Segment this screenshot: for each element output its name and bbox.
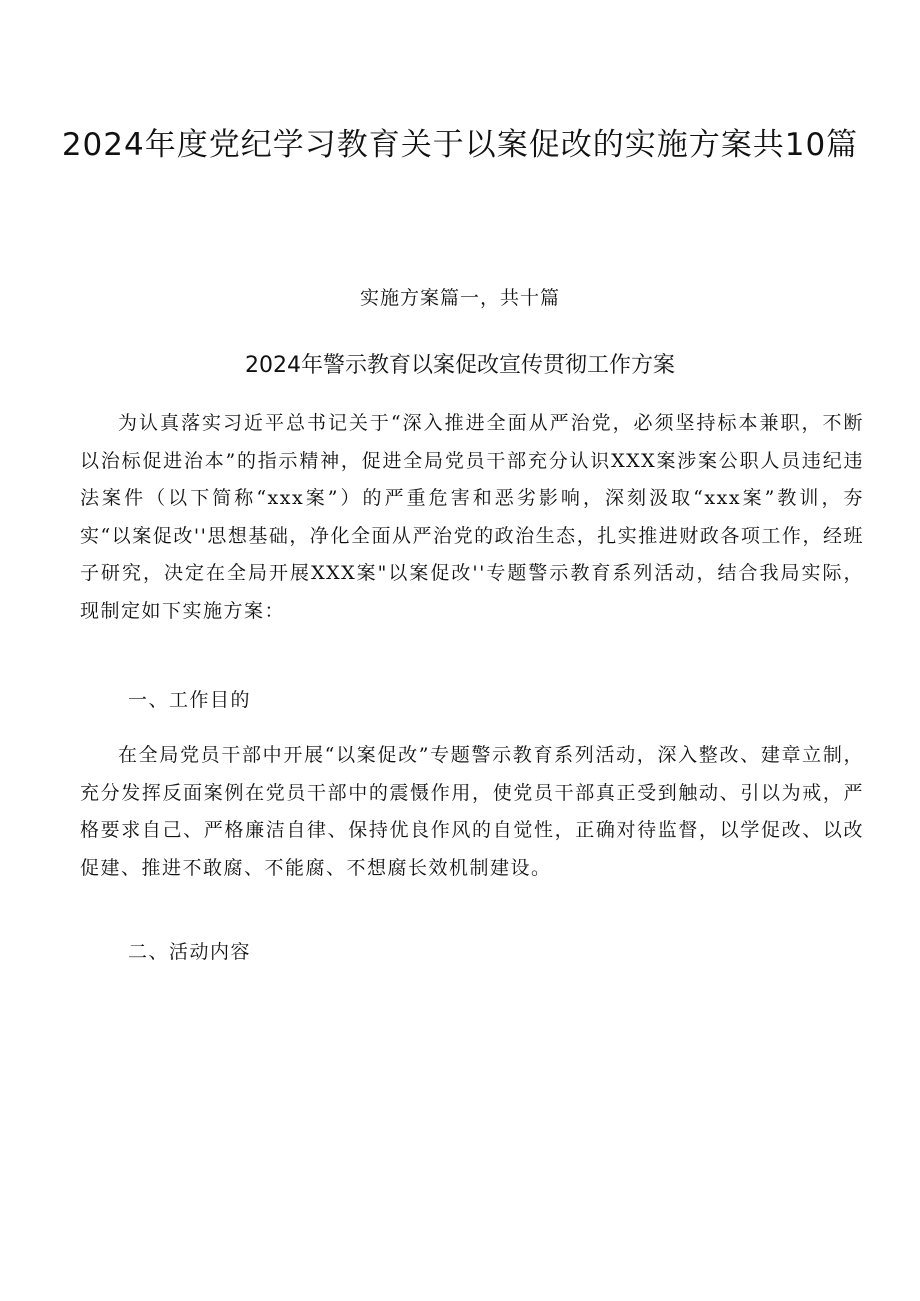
document-title: 2024年度党纪学习教育关于以案促改的实施方案共10篇 — [61, 127, 859, 163]
section-title: 2024年警示教育以案促改宣传贯彻工作方案 — [245, 353, 675, 378]
heading-work-purpose: 一、工作目的 — [128, 689, 252, 711]
intro-paragraph: 为认真落实习近平总书记关于“深入推进全面从严治党，必须坚持标本兼职，不断以治标促进治本”的指示精神，促进全局党员干部充分认识XXX案涉案公职人员违纪违法案件（以下简称“xxx案”）的严重危害和恶劣影响，深刻汲取“xxx案”教训，夯实“以案促改''思想基础，净化全面从严治党的政治生态，扎实推进财政各项工作，经班子研究，决定在全局开展XXX案"以案促改''专题警示教育系列活动，结合我局实际，现制定如下实施方案： — [80, 412, 864, 622]
goal-paragraph: 在全局党员干部中开展“以案促改”专题警示教育系列活动，深入整改、建章立制，充分发挥反面案例在党员干部中的震慑作用，使党员干部真正受到触动、引以为戒，严格要求自己、严格廉洁自律、保持优良作风的自觉性，正确对待监督，以学促改、以改促建、推进不敢腐、不能腐、不想腐长效机制建设。 — [80, 744, 864, 879]
heading-activity-content: 二、活动内容 — [128, 941, 252, 963]
document-subtitle: 实施方案篇一，共十篇 — [359, 287, 560, 309]
